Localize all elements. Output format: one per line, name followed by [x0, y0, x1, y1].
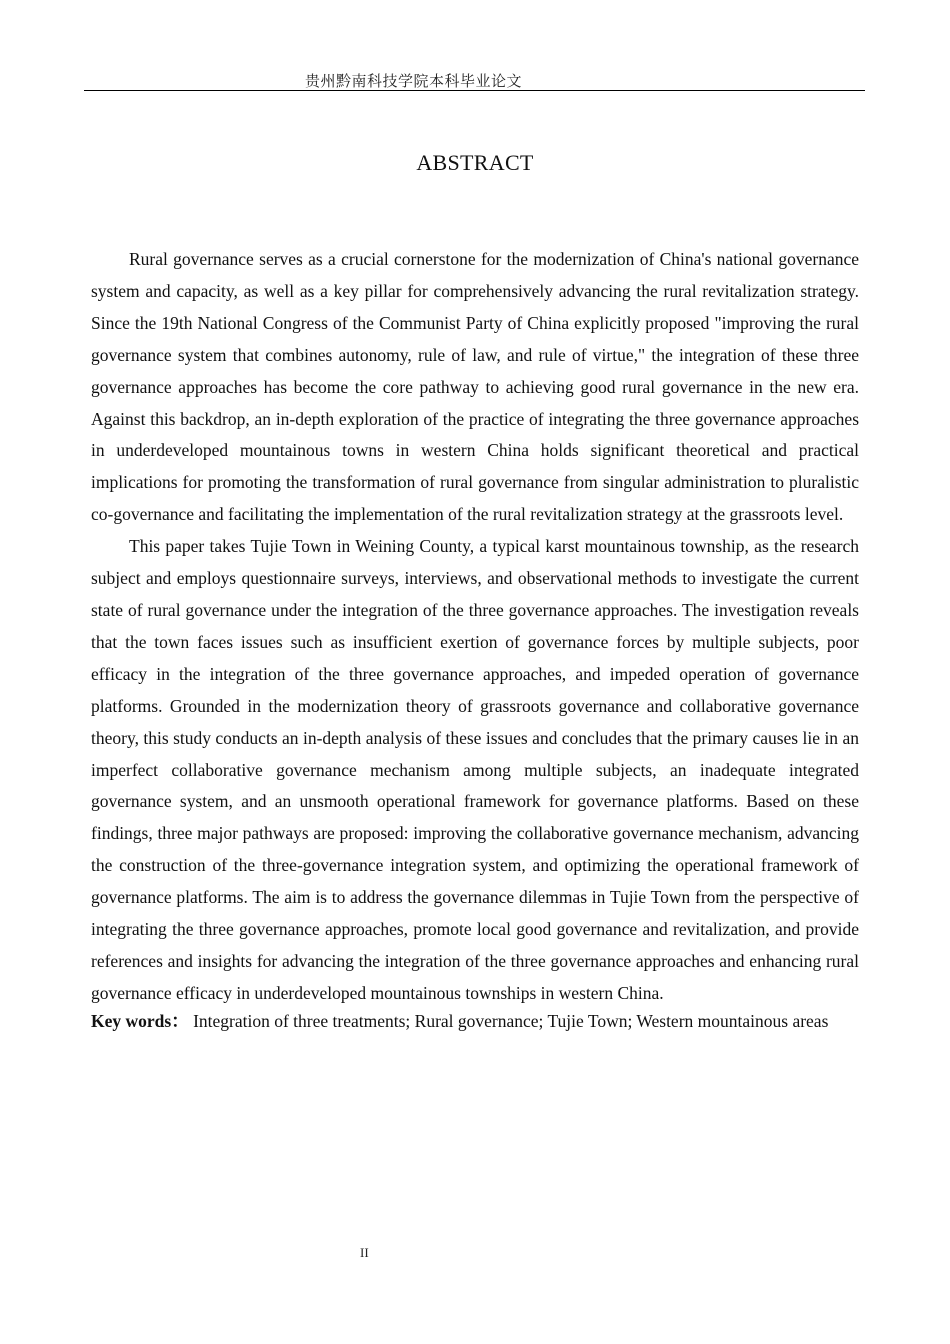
- thesis-header-title: 贵州黔南科技学院本科毕业论文: [305, 72, 523, 90]
- abstract-body: [91, 244, 859, 1035]
- page-number: II: [360, 1245, 369, 1260]
- keywords-line: [91, 1007, 859, 1035]
- abstract-paragraph-2: This paper takes Tujie Town in Weining County, a typical karst mountainous township, as the research subject and employs questionnaire surveys, interviews, and observational methods to investigate the current state of rural governance under the integration of the three governance approaches. The investigation reveals that the town faces issues such as insufficient exertion of governance forces by multiple subjects, poor efficacy in the integration of the three governance approaches, and impeded operation of governance platforms. Grounded in the modernization theory of grassroots governance and collaborative governance theory, this study conducts an in-depth analysis of these issues and concludes that the primary causes lie in an imperfect collaborative governance mechanism among multiple subjects, an inadequate integrated governance system, and an unsmooth operational framework for governance platforms. Based on these findings, three major pathways are proposed: improving the collaborative governance mechanism, advancing the construction of the three-governance integration system, and optimizing the operational framework of governance platforms. The aim is to address the governance dilemmas in Tujie Town from the perspective of integrating the three governance approaches, promote local good governance and revitalization, and provide references and insights for advancing the integration of the three governance approaches and enhancing rural governance efficacy in underdeveloped mountainous townships in western China.: [91, 536, 859, 1003]
- abstract-paragraph-1: Rural governance serves as a crucial cornerstone for the modernization of China's national governance system and capacity, as well as a key pillar for comprehensively advancing the rural revitalization strategy. Since the 19th National Congress of the Communist Party of China explicitly proposed "improving the rural governance system that combines autonomy, rule of law, and rule of virtue," the integration of these three governance approaches has become the core pathway to achieving good rural governance in the new era. Against this backdrop, an in-depth exploration of the practice of integrating the three governance approaches in underdeveloped mountainous towns in western China holds significant theoretical and practical implications for promoting the transformation of rural governance from singular administration to pluralistic co-governance and facilitating the implementation of the rural revitalization strategy at the grassroots level.: [91, 249, 859, 525]
- keywords-text: Integration of three treatments; Rural governance; Tujie Town; Western mountainous areas: [193, 1010, 829, 1031]
- abstract-title: ABSTRACT: [416, 150, 534, 175]
- page-header: [84, 68, 865, 91]
- keywords-label: Key words：: [91, 1010, 189, 1031]
